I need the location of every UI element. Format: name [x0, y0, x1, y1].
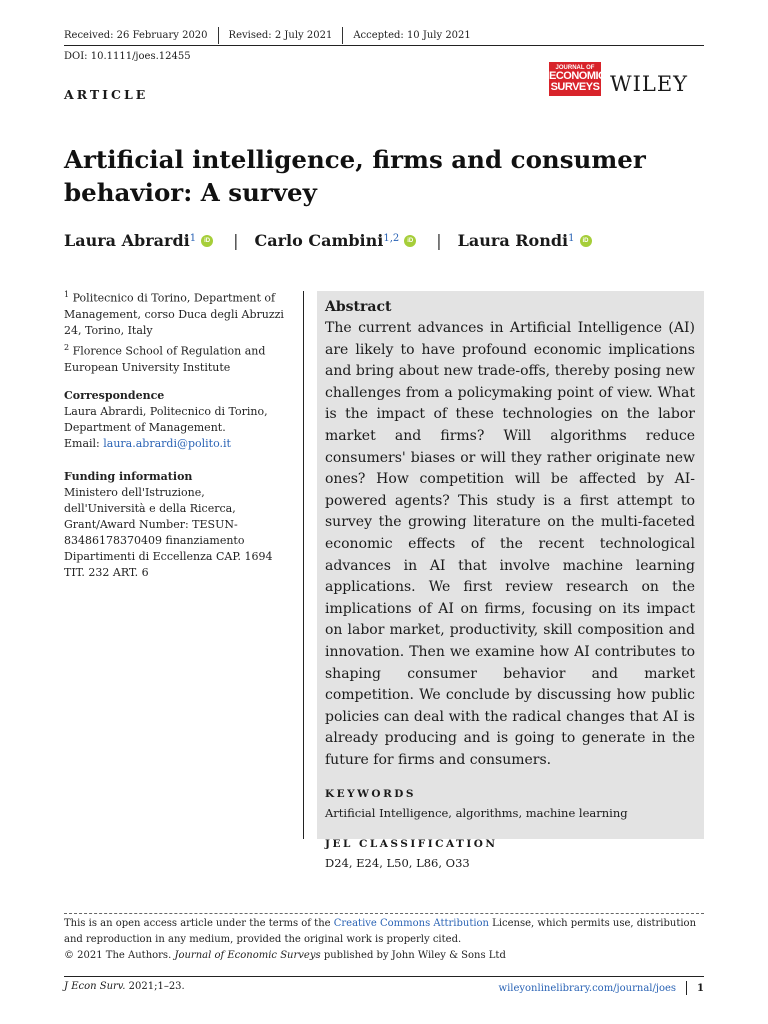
correspondence-email-row: [64, 436, 289, 452]
jel-text: D24, E24, L50, L86, O33: [325, 856, 470, 871]
funding-text: Ministero dell'Istruzione, dell'Università e della Ricerca, Grant/Award Number: TESUN- 83486178370409 finanziamento Dipartimenti di Eccellenza CAP. 1694 TIT. 232 ART. 6: [64, 486, 273, 579]
author-affiliation-ref[interactable]: 1: [568, 233, 575, 244]
author-separator: |: [233, 231, 239, 250]
journal-logo: [549, 62, 606, 96]
license-notice: [64, 916, 704, 964]
abstract-text: The current advances in Artificial Intelligence (AI) are likely to have profound economic implications and bring about new trade-offs, thereby posing new challenges from a policymaking point of view. What is the impact of these technologies on the labor market and firms? Will algorithms reduce consumers' biases or will they rather originate new ones? How competition will be affected by AI-powered agents? This study is a first attempt to survey the growing literature on the multi-faceted economic effects of the recent technological advances in AI that involve machine learning applications. We first review research on the implications of AI on firms, focusing on its impact on labor market, productivity, skill composition and innovation. Then we examine how AI contributes to shaping consumer behavior and market competition. We conclude by discussing how public policies can deal with the radical changes that AI is already producing and is going to generate in the future for firms and consumers.: [325, 320, 695, 768]
footer-rule: [64, 976, 704, 977]
funding-block: [64, 469, 289, 581]
journal-logo-line1: JOURNAL OF: [555, 65, 595, 71]
abstract-box: [317, 291, 704, 871]
divider: [218, 27, 219, 44]
license-text: [64, 916, 704, 948]
author-affiliation-ref[interactable]: 1,2: [383, 233, 400, 244]
keywords-heading: KEYWORDS: [325, 788, 416, 801]
keywords-text: Artificial Intelligence, algorithms, machine learning: [325, 806, 628, 821]
affiliation-text: Politecnico di Torino, Department of Management, corso Duca degli Abruzzi 24, Torino, Italy: [64, 291, 284, 337]
page-number: 1: [697, 982, 704, 994]
correspondence-text: Laura Abrardi, Politecnico di Torino, Department of Management.: [64, 405, 268, 434]
journal-url-link[interactable]: wileyonlinelibrary.com/journal/joes: [498, 982, 677, 994]
affiliation-2: [64, 340, 289, 376]
section-label: ARTICLE: [64, 87, 149, 102]
email-link[interactable]: laura.abrardi@polito.it: [103, 437, 231, 450]
license-rule: [64, 913, 704, 914]
footer-right: [499, 981, 704, 995]
orcid-icon[interactable]: iD: [580, 235, 592, 247]
header-rule: [64, 45, 704, 46]
author-name: Carlo Cambini: [254, 231, 384, 250]
paper-title: Artificial intelligence, firms and consumer behavior: A survey: [64, 145, 646, 207]
copyright-pre: © 2021 The Authors.: [64, 950, 175, 961]
citation-journal: J Econ Surv.: [64, 981, 126, 992]
author-name: Laura Rondi: [457, 231, 569, 250]
copyright: [64, 948, 704, 964]
orcid-icon[interactable]: iD: [404, 235, 416, 247]
copyright-post: published by John Wiley & Sons Ltd: [320, 950, 506, 961]
author-affiliation-ref[interactable]: 1: [189, 233, 197, 244]
author-list: [64, 231, 592, 250]
journal-logo-line2: ECONOMIC: [549, 70, 606, 82]
article-dates: [64, 27, 471, 44]
accepted-date: Accepted: 10 July 2021: [353, 30, 471, 41]
column-divider: [303, 291, 304, 839]
license-link[interactable]: Creative Commons Attribution: [333, 918, 489, 929]
license-pre: This is an open access article under the terms of the: [64, 918, 334, 929]
affiliation-number: 2: [64, 343, 70, 352]
citation: [64, 981, 185, 992]
divider: [686, 981, 687, 995]
author-name: Laura Abrardi: [64, 231, 190, 250]
email-label: Email:: [64, 437, 100, 450]
abstract-heading: Abstract: [325, 299, 392, 315]
doi: DOI: 10.1111/joes.12455: [64, 51, 191, 62]
jel-heading: JEL CLASSIFICATION: [325, 838, 498, 851]
orcid-icon[interactable]: iD: [201, 235, 213, 247]
author-separator: |: [436, 231, 442, 250]
correspondence-heading: Correspondence: [64, 389, 165, 402]
divider: [342, 27, 343, 44]
funding-heading: Funding information: [64, 470, 193, 483]
correspondence-block: [64, 388, 289, 452]
copyright-journal: Journal of Economic Surveys: [174, 950, 321, 961]
publisher-logo: WILEY: [610, 72, 689, 96]
revised-date: Revised: 2 July 2021: [228, 30, 333, 41]
affiliation-1: [64, 287, 289, 339]
received-date: Received: 26 February 2020: [64, 30, 208, 41]
license-post: License, which permits use, distribution and reproduction in any medium, provided the original work is properly cited.: [64, 918, 697, 945]
journal-logo-line3: SURVEYS: [550, 81, 600, 93]
affiliation-number: 1: [64, 290, 70, 299]
citation-details: 2021;1–23.: [125, 981, 185, 992]
affiliation-text: Florence School of Regulation and European University Institute: [64, 344, 266, 374]
